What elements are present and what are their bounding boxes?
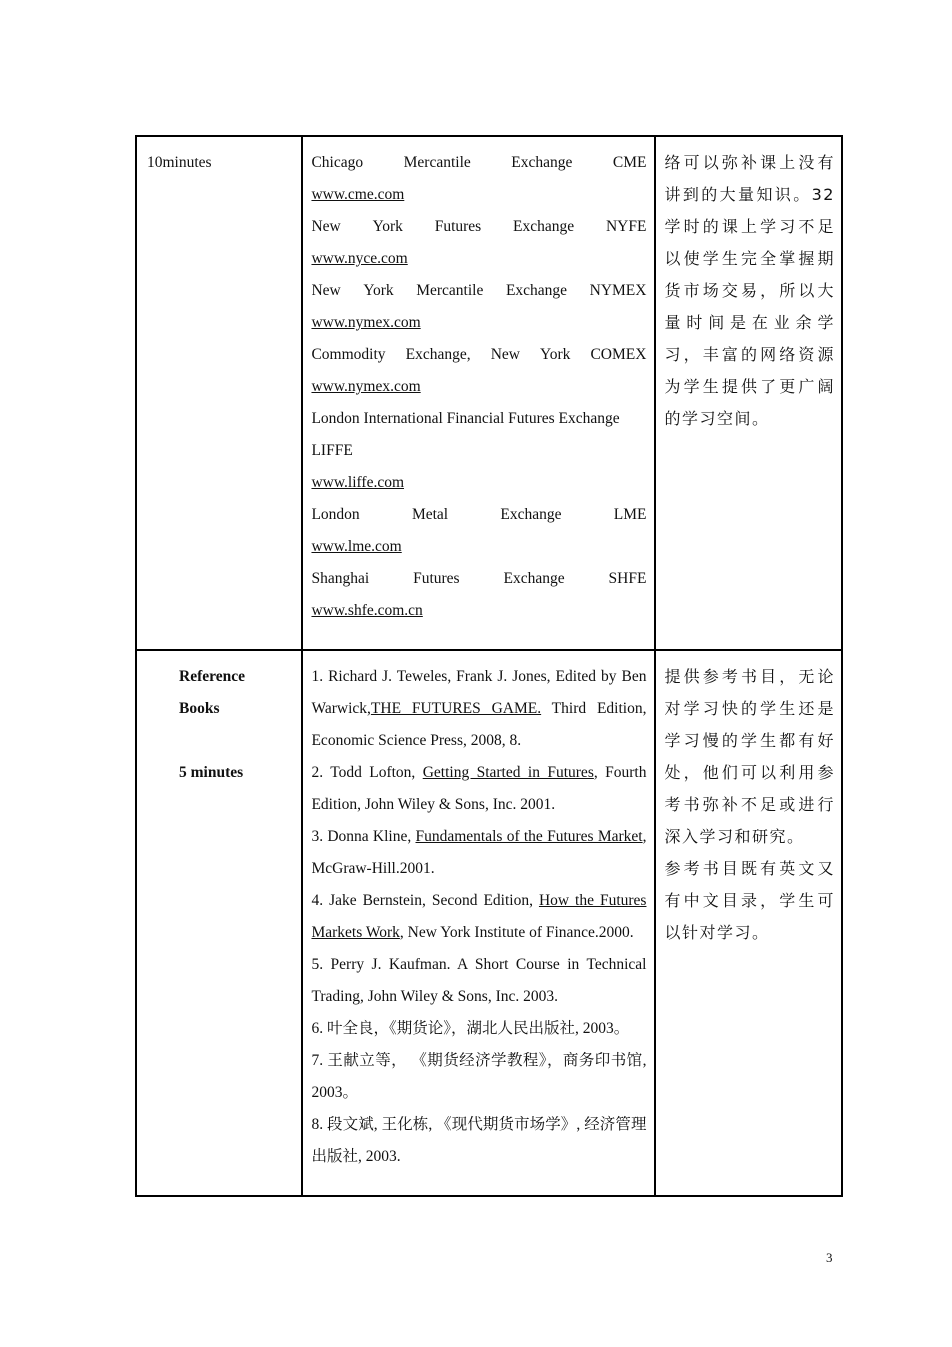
reference-label: Reference (179, 668, 245, 685)
reference-item (311, 661, 646, 757)
reference-item (311, 885, 646, 949)
time-cell (136, 136, 302, 650)
exchange-name-word: Exchange (503, 570, 565, 587)
exchange-name-word: LME (613, 506, 647, 523)
reference-text: , McGraw-Hill.2001. (311, 828, 647, 877)
exchange-name-word: Exchange, (405, 346, 471, 363)
exchange-name-word: Exchange (500, 506, 562, 523)
time-label: 5 minutes (179, 764, 244, 781)
exchange-name-word: Metal (411, 506, 449, 523)
exchange-name-word: York (372, 218, 403, 235)
exchange-name-word: NYMEX (589, 282, 647, 299)
exchange-name-word: SHFE (608, 570, 647, 587)
exchange-name: LIFFE (311, 442, 353, 459)
exchange-url-link[interactable]: www.lme.com (311, 538, 402, 555)
reference-text: 2. Todd Lofton, (311, 764, 423, 781)
reference-title: Fundamentals of the Futures Market (415, 828, 643, 845)
exchange-name-word: London (311, 506, 360, 523)
reference-text: 5. Perry J. Kaufman. A Short Course in Technical Trading, John Wiley & Sons, Inc. 2003. (311, 956, 647, 1005)
exchange-name-word: Shanghai (311, 570, 370, 587)
reference-list (303, 651, 654, 1177)
reference-item (311, 821, 646, 885)
exchange-name-word: Mercantile (416, 282, 484, 299)
reference-item (311, 1045, 646, 1109)
row2-note-p2: 参考书目既有英文又有中文目录，学生可以针对学习。 (664, 859, 835, 942)
exchange-name-word: Futures (413, 570, 460, 587)
exchange-name-word: CME (612, 154, 647, 171)
table-row (136, 136, 842, 650)
exchange-name-word: New (490, 346, 520, 363)
exchange-list-cell (302, 136, 655, 650)
reference-item (311, 757, 646, 821)
note-cell (655, 650, 842, 1196)
exchange-name-word: Exchange (511, 154, 573, 171)
exchange-url-link[interactable]: www.liffe.com (311, 474, 405, 491)
exchange-name-word: Exchange (513, 218, 575, 235)
reference-title: THE FUTURES GAME. (370, 700, 542, 717)
reference-item (311, 1013, 646, 1045)
exchange-name: London International Financial Futures Exchange (311, 410, 620, 427)
exchange-name (311, 499, 646, 531)
exchange-name-word: New (311, 218, 341, 235)
exchange-name (311, 563, 646, 595)
note-cell (655, 136, 842, 650)
reference-text: Third Edition, Economic Science Press, 2008, 8. (311, 700, 647, 749)
reference-text: 8. 段文斌, 王化栋, 《现代期货市场学》, 经济管理出版社, 2003. (311, 1116, 647, 1165)
course-plan-table (135, 135, 843, 1197)
exchange-name-word: Mercantile (403, 154, 471, 171)
reference-text: 6. 叶全良，《期货论》，湖北人民出版社, 2003。 (311, 1020, 630, 1037)
label-cell (136, 650, 302, 1196)
exchange-name-word: Chicago (311, 154, 364, 171)
exchange-name (311, 339, 646, 371)
reference-text: 1. Richard J. Teweles, Frank J. Jones, Edited by Ben Warwick, (311, 668, 647, 717)
reference-item (311, 1109, 646, 1173)
exchange-name-word: New (311, 282, 341, 299)
exchange-url-link[interactable]: www.nymex.com (311, 378, 421, 395)
exchange-url-link[interactable]: www.nymex.com (311, 314, 421, 331)
exchange-url-link[interactable]: www.shfe.com.cn (311, 602, 423, 619)
reference-title: How the Futures Markets Work (311, 892, 647, 941)
exchange-name-word: NYFE (605, 218, 647, 235)
exchange-url-link[interactable]: www.nyce.com (311, 250, 408, 267)
page-number: 3 (826, 1250, 833, 1265)
row1-note: 络可以弥补课上没有讲到的大量知识。32学时的课上学习不足以使学生完全掌握期货市场交易，所以大量时间是在业余学习，丰富的网络资源为学生提供了更广阔的学习空间。 (664, 153, 835, 428)
reference-text: 3. Donna Kline, (311, 828, 416, 845)
time-label: 10minutes (147, 154, 212, 171)
exchange-name-word: York (363, 282, 394, 299)
reference-text: 7. 王献立等， 《期货经济学教程》，商务印书馆, 2003。 (311, 1052, 647, 1101)
exchange-name-word: Exchange (505, 282, 568, 299)
exchange-name-word: Futures (434, 218, 482, 235)
table-row (136, 650, 842, 1196)
exchange-name-word: Commodity (311, 346, 386, 363)
reference-text: , New York Institute of Finance.2000. (399, 924, 634, 941)
exchange-name-word: COMEX (590, 346, 647, 363)
reference-title: Getting Started in Futures (422, 764, 594, 781)
books-label: Books (179, 700, 220, 717)
exchange-name (311, 211, 646, 243)
exchange-name-word: York (540, 346, 571, 363)
reference-text: , Fourth Edition, John Wiley & Sons, Inc. 2001. (311, 764, 647, 813)
reference-list-cell (302, 650, 655, 1196)
reference-item (311, 949, 646, 1013)
exchange-name (311, 275, 646, 307)
exchange-list (303, 137, 654, 631)
exchange-name (311, 147, 646, 179)
exchange-url-link[interactable]: www.cme.com (311, 186, 405, 203)
row2-note-p1: 提供参考书目，无论对学习快的学生还是学习慢的学生都有好处，他们可以利用参考书弥补不足或进行深入学习和研究。 (664, 667, 835, 846)
reference-text: 4. Jake Bernstein, Second Edition, (311, 892, 539, 909)
